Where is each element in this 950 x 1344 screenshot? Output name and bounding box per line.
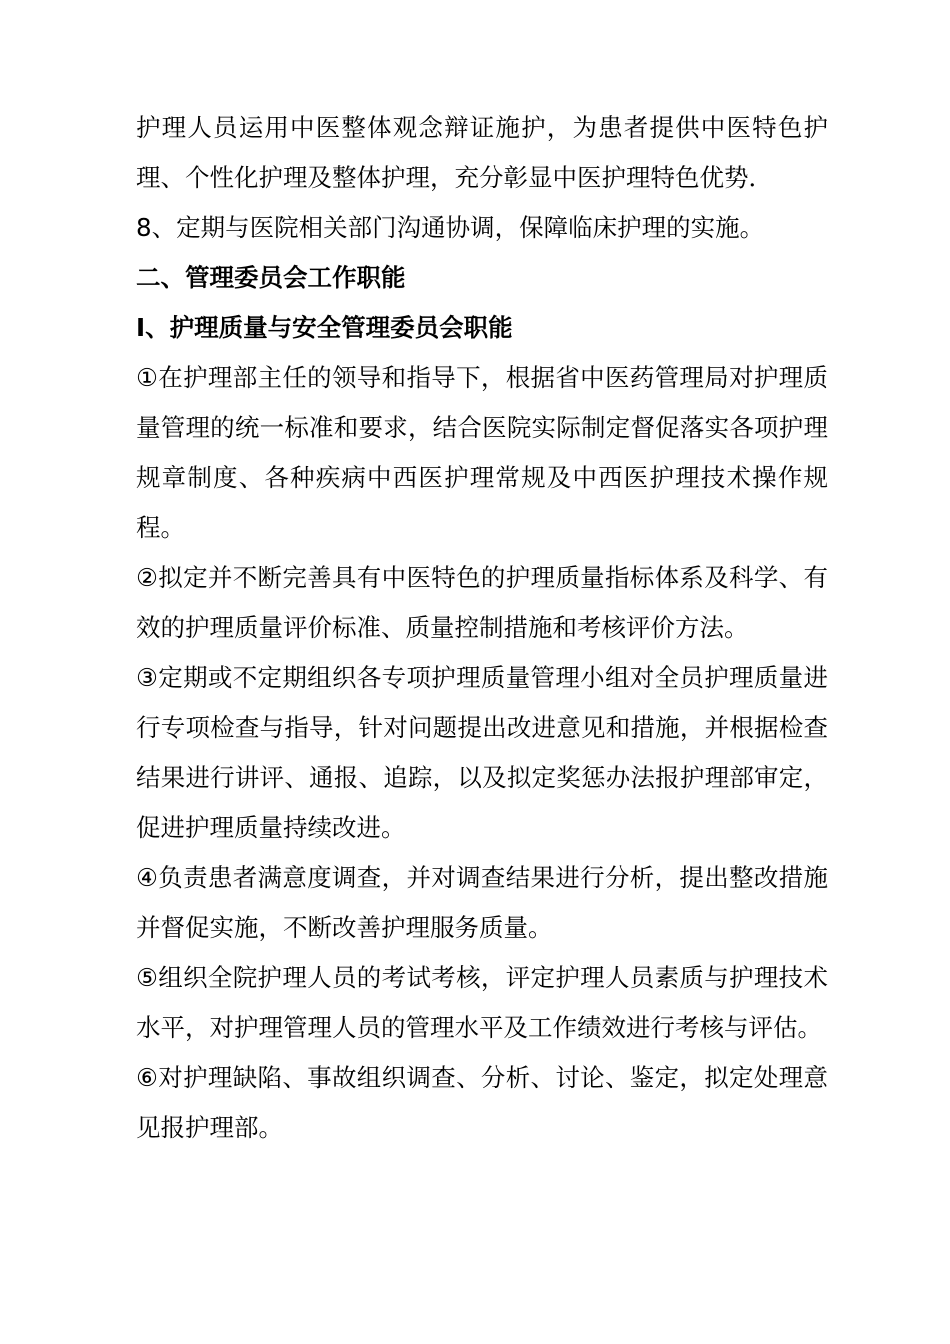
- paragraph-duty-1: ①在护理部主任的领导和指导下，根据省中医药管理局对护理质量管理的统一标准和要求，结合医院实际制定督促落实各项护理规章制度、各种疾病中西医护理常规及中西医护理技术操作规程。: [136, 363, 828, 542]
- subsection-heading-quality-safety: I、护理质量与安全管理委员会职能: [136, 313, 513, 342]
- section-heading-committee-functions: 二、管理委员会工作职能: [136, 263, 406, 292]
- paragraph-item-8: 8、定期与医院相关部门沟通协调，保障临床护理的实施。: [136, 213, 765, 242]
- paragraph-duty-4: ④负责患者满意度调查，并对调查结果进行分析，提出整改措施并督促实施，不断改善护理服务质量。: [136, 863, 828, 942]
- document-body: [136, 103, 828, 1153]
- paragraph-tcm-nursing-continued: 护理人员运用中医整体观念辩证施护，为患者提供中医特色护理、个性化护理及整体护理，充分彰显中医护理特色优势．: [136, 113, 828, 192]
- paragraph-duty-2: ②拟定并不断完善具有中医特色的护理质量指标体系及科学、有效的护理质量评价标准、质量控制措施和考核评价方法。: [136, 563, 828, 642]
- paragraph-duty-5: ⑤组织全院护理人员的考试考核，评定护理人员素质与护理技术水平，对护理管理人员的管理水平及工作绩效进行考核与评估。: [136, 963, 828, 1042]
- paragraph-duty-3: ③定期或不定期组织各专项护理质量管理小组对全员护理质量进行专项检查与指导，针对问题提出改进意见和措施，并根据检查结果进行讲评、通报、追踪，以及拟定奖惩办法报护理部审定，促进护理质量持续改进。: [136, 663, 828, 842]
- paragraph-duty-6: ⑥对护理缺陷、事故组织调查、分析、讨论、鉴定，拟定处理意见报护理部。: [136, 1063, 828, 1142]
